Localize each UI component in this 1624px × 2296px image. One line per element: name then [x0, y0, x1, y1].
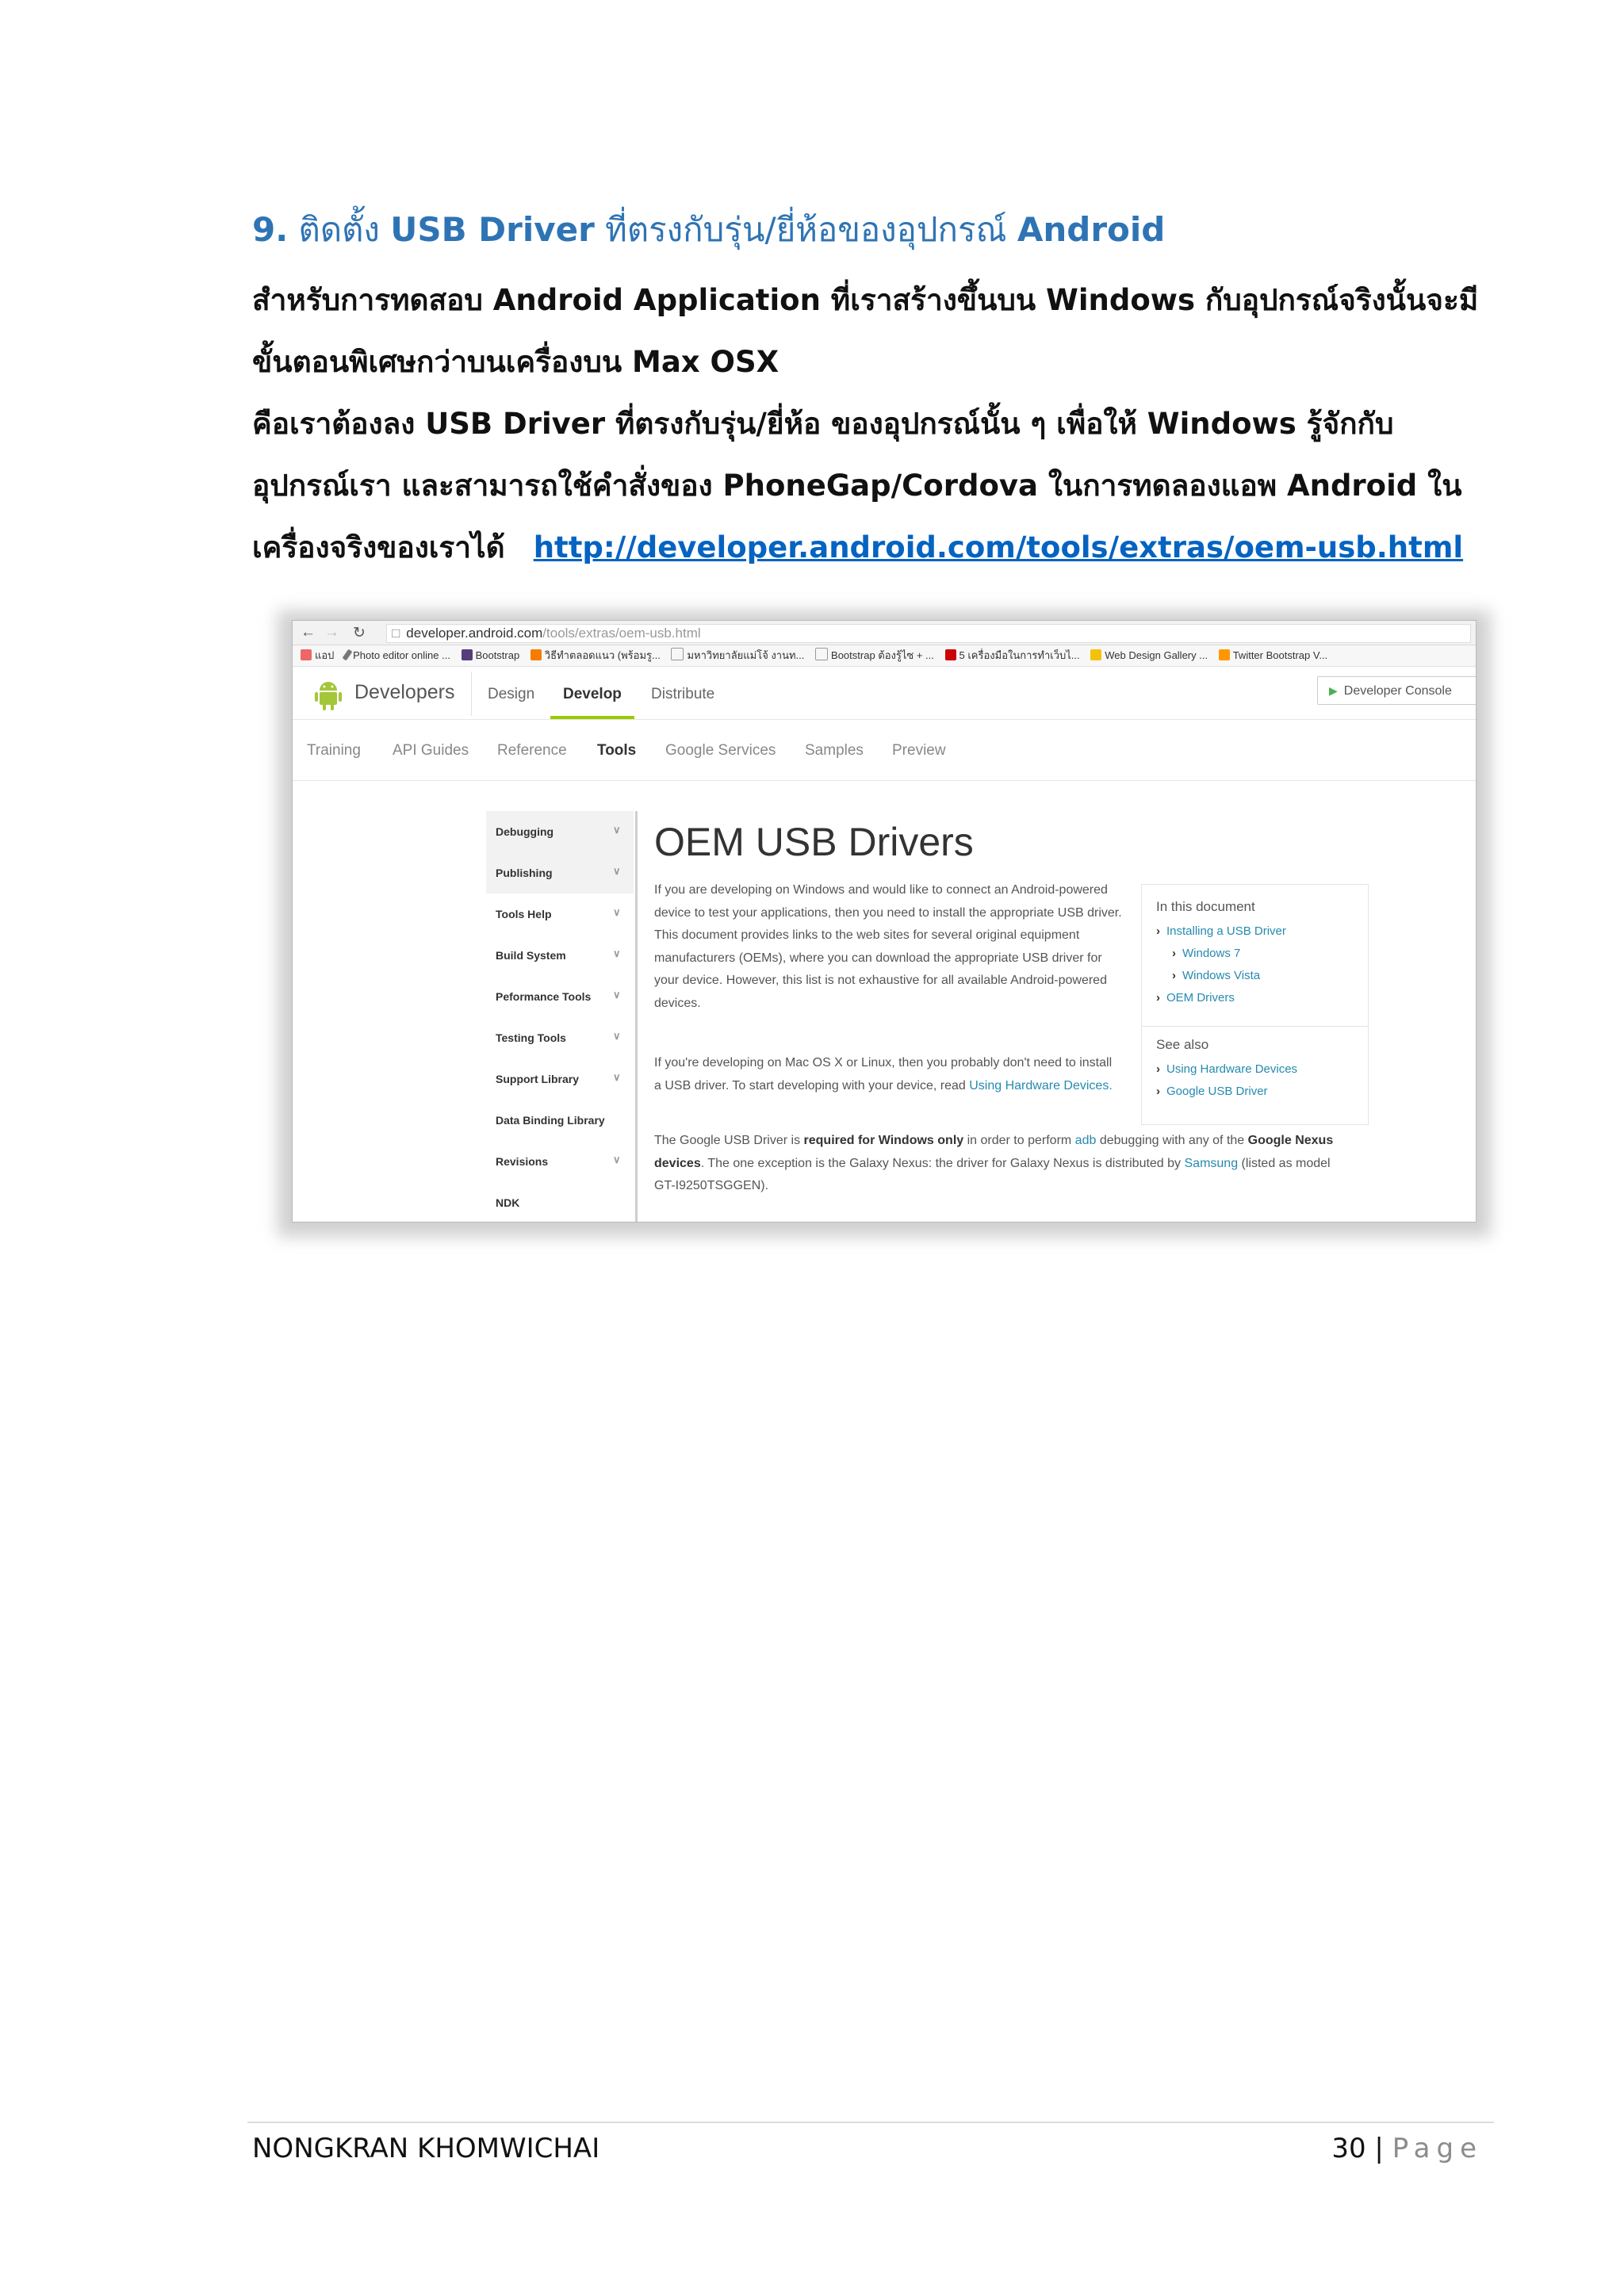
paragraph-2-line-1: คือเราต้องลง USB Driver ที่ตรงกับรุ่น/ยี่ห้อ ของอุปกรณ์นั้น ๆ เพื่อให้ Windows รู้จักกับ — [252, 407, 1394, 441]
chevron-down-icon: ∨ — [613, 989, 621, 1001]
heading-text-1: ติดตั้ง — [298, 210, 380, 249]
subnav-api-guides[interactable]: API Guides — [393, 742, 469, 759]
page-title: OEM USB Drivers — [654, 820, 974, 864]
tools-sidebar — [486, 811, 638, 1223]
paragraph-2-line-3-text: เครื่องจริงของเราได้ — [252, 530, 505, 564]
site-top-nav — [293, 667, 1476, 720]
t-logo-icon — [945, 649, 956, 660]
sidebar-item-publishing[interactable]: Publishing ∨ — [486, 852, 634, 894]
browser-address-bar — [293, 621, 1476, 645]
paragraph-1-line-1: สำหรับการทดสอบ Android Application ที่เราสร้างขึ้นบน Windows กับอุปกรณ์จริงนั้นจะมี — [252, 283, 1479, 317]
chevron-right-icon: › — [1172, 947, 1176, 960]
bookmark-bootstrap: Bootstrap — [462, 645, 520, 666]
toc-heading: In this document — [1156, 899, 1255, 914]
subnav-training[interactable]: Training — [307, 742, 361, 759]
bookmark-4: วิธีทำตลอดแนว (พร้อมรู... — [530, 645, 661, 666]
play-store-icon: ▶ — [1329, 684, 1338, 697]
subnav-reference[interactable]: Reference — [497, 742, 567, 759]
chevron-down-icon: ∨ — [613, 1030, 621, 1042]
apps-grid-icon — [301, 649, 312, 660]
tab-design[interactable]: Design — [488, 686, 535, 702]
bookmark-5: มหาวิทยาลัยแม่โจ้ งานท... — [671, 645, 804, 666]
url-field — [386, 624, 1471, 643]
gallery-icon — [1090, 649, 1101, 660]
sidebar-item-debugging[interactable]: Debugging ∨ — [486, 811, 634, 852]
sidebar-item-revisions[interactable]: Revisions ∨ — [496, 1154, 621, 1168]
forward-arrow-icon: → — [324, 624, 339, 641]
page-word: Page — [1392, 2133, 1483, 2164]
sidebar-item-ndk[interactable]: NDK — [496, 1196, 520, 1209]
url-host: developer.android.com — [406, 626, 543, 641]
toc-item-oem-drivers[interactable]: › OEM Drivers — [1156, 991, 1235, 1004]
page-icon — [815, 648, 828, 660]
developer-console-button[interactable] — [1317, 676, 1477, 705]
heading-bold-2: Android — [1017, 210, 1166, 249]
page-icon — [671, 648, 684, 660]
heading-bold-1: USB Driver — [390, 210, 595, 249]
adb-link[interactable]: adb — [1074, 1134, 1097, 1147]
toc-item-windows7[interactable]: › Windows 7 — [1172, 947, 1241, 960]
oem-usb-link[interactable]: http://developer.android.com/tools/extras/oem-usb.html — [533, 530, 1464, 564]
subnav-preview[interactable]: Preview — [892, 742, 946, 759]
footer-page — [1331, 2133, 1483, 2164]
paragraph-1-line-2: ขั้นตอนพิเศษกว่าบนเครื่องบน Max OSX — [252, 345, 779, 379]
page-separator: | — [1374, 2133, 1384, 2164]
section-heading — [252, 208, 1537, 252]
mac-linux-text: If you're developing on Mac OS X or Linux, then you probably don't need to install a USB driver. To start developing with your device, read — [654, 1056, 1113, 1093]
blogger-icon — [530, 649, 542, 660]
pencil-icon — [343, 649, 353, 661]
chevron-down-icon: ∨ — [613, 906, 621, 918]
chevron-down-icon: ∨ — [613, 824, 621, 836]
chevron-right-icon: › — [1156, 1085, 1160, 1098]
paragraph-2-line-2: อุปกรณ์เรา และสามารถใช้คำสั่งของ PhoneGap/Cordova ในการทดลองแอพ Android ใน — [252, 469, 1462, 503]
sidebar-item-performance-tools[interactable]: Peformance Tools ∨ — [496, 989, 621, 1003]
samsung-link[interactable]: Samsung — [1184, 1156, 1239, 1170]
bookmark-7: 5 เครื่องมือในการทำเว็บไ... — [945, 645, 1080, 666]
back-arrow-icon: ← — [301, 624, 316, 641]
bookmark-apps: แอป — [301, 645, 334, 666]
subnav-google-services[interactable]: Google Services — [665, 742, 776, 759]
footer-author: NONGKRAN KHOMWICHAI — [252, 2133, 600, 2164]
heading-text-2: ที่ตรงกับรุ่น/ยี่ห้อของอุปกรณ์ — [605, 210, 1007, 249]
reload-icon: ↻ — [353, 625, 366, 641]
chevron-down-icon: ∨ — [613, 947, 621, 959]
toc-box — [1141, 884, 1369, 1125]
page-number: 30 — [1331, 2133, 1366, 2164]
toc-divider — [1142, 1026, 1368, 1027]
flame-icon — [1219, 649, 1230, 660]
page-icon: □ — [392, 626, 400, 641]
see-also-heading: See also — [1156, 1037, 1209, 1052]
sidebar-item-testing-tools[interactable]: Testing Tools ∨ — [496, 1030, 621, 1044]
bookmark-9: Twitter Bootstrap V... — [1219, 645, 1327, 666]
developers-brand[interactable]: Developers — [354, 681, 455, 703]
bookmark-8: Web Design Gallery ... — [1090, 645, 1208, 666]
bootstrap-icon — [462, 649, 473, 660]
chevron-down-icon: ∨ — [613, 865, 621, 877]
paragraph-2-line-3 — [252, 517, 1553, 579]
chevron-down-icon: ∨ — [613, 1071, 621, 1083]
tab-distribute[interactable]: Distribute — [651, 686, 715, 702]
sub-nav — [293, 720, 1476, 781]
tab-develop[interactable]: Develop — [563, 686, 622, 702]
paragraph-2 — [252, 393, 1553, 579]
sidebar-item-tools-help[interactable]: Tools Help ∨ — [496, 906, 621, 920]
see-also-google-usb-driver[interactable]: › Google USB Driver — [1156, 1085, 1268, 1098]
sidebar-item-build-system[interactable]: Build System ∨ — [496, 947, 621, 962]
android-logo-icon — [315, 679, 342, 711]
toc-item-installing[interactable]: › Installing a USB Driver — [1156, 924, 1286, 938]
chevron-right-icon: › — [1172, 969, 1176, 982]
bookmark-photo-editor: Photo editor online ... — [345, 645, 450, 666]
developer-console-label: Developer Console — [1343, 684, 1452, 698]
using-hardware-devices-link[interactable]: Using Hardware Devices. — [969, 1078, 1113, 1093]
chevron-down-icon: ∨ — [613, 1154, 621, 1165]
sidebar-item-data-binding-library[interactable]: Data Binding Library — [496, 1114, 605, 1127]
mac-linux-paragraph — [654, 1052, 1122, 1097]
bookmarks-bar — [293, 645, 1476, 667]
paragraph-1 — [252, 270, 1553, 393]
toc-item-windows-vista[interactable]: › Windows Vista — [1172, 969, 1261, 982]
chevron-right-icon: › — [1156, 991, 1160, 1004]
heading-number: 9. — [252, 210, 289, 249]
url-path: /tools/extras/oem-usb.html — [542, 626, 701, 641]
browser-screenshot — [292, 620, 1477, 1223]
active-tab-indicator — [550, 716, 634, 719]
subnav-samples[interactable]: Samples — [805, 742, 864, 759]
chevron-right-icon: › — [1156, 1062, 1160, 1076]
footer-rule — [247, 2122, 1494, 2123]
sidebar-item-support-library[interactable]: Support Library ∨ — [496, 1071, 621, 1085]
google-driver-paragraph: The Google USB Driver is required for Windows only in order to perform adb debugging with any of the Google Nexus devices. The one exception is the Galaxy Nexus: the driver for Galaxy Nexus is distributed by Samsung (listed as model GT-I9250TSGGEN). — [654, 1134, 1334, 1192]
see-also-hardware-devices[interactable]: › Using Hardware Devices — [1156, 1062, 1298, 1076]
subnav-tools[interactable]: Tools — [597, 742, 637, 759]
nav-divider — [471, 672, 472, 716]
bookmark-6: Bootstrap ต้องรู้ไซ + ... — [815, 645, 934, 666]
chevron-right-icon: › — [1156, 924, 1160, 938]
intro-paragraph: If you are developing on Windows and would like to connect an Android-powered device to test your applications, then you need to install the appropriate USB driver. This document provides links to the web sites for several original equipment manufacturers (OEMs), where you can download the appropriate USB driver for your device. However, this list is not exhaustive for all available Android-powered devices. — [654, 883, 1122, 1010]
